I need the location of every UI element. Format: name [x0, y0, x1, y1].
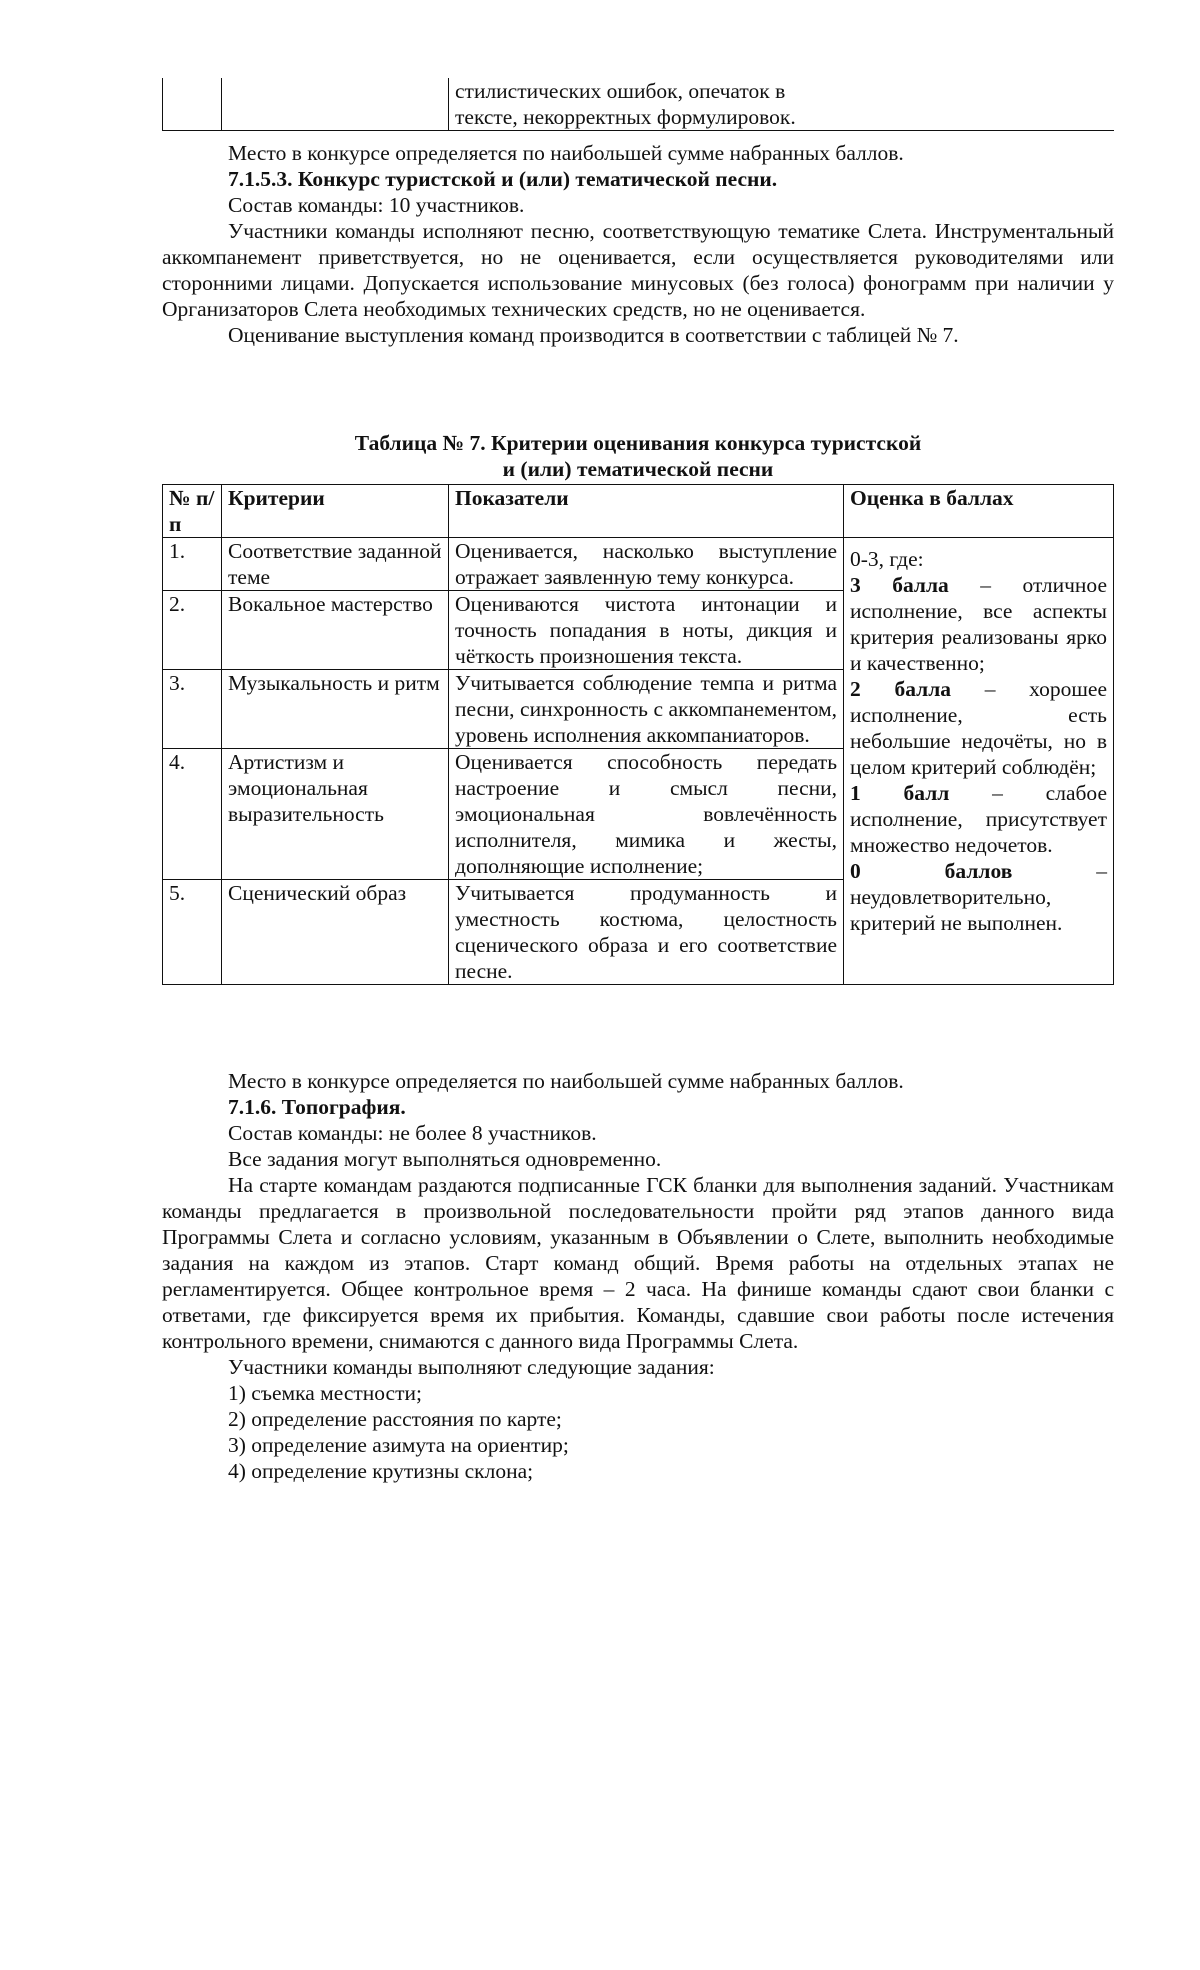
top-table-fragment	[162, 78, 1114, 131]
header-num: № п/п	[163, 485, 222, 538]
team-size: Состав команды: не более 8 участников.	[228, 1121, 597, 1145]
score-1-text: – слабое исполнение, присутствует множество недочетов.	[850, 781, 1107, 857]
row-num: 3.	[163, 670, 222, 749]
row-indicators: Оцениваются чистота интонации и точность попадания в ноты, дикция и чёткость произношения текста.	[449, 591, 844, 670]
table-title-line: Таблица № 7. Критерии оценивания конкурса туристской	[354, 431, 922, 455]
row-criteria: Артистизм и эмоциональная выразительность	[222, 749, 449, 880]
score-3-text: – отличное исполнение, все аспекты критерия реализованы ярко и качественно;	[850, 573, 1107, 675]
header-criteria: Критерии	[222, 485, 449, 538]
score-2-label: 2 балла	[850, 677, 952, 701]
row-criteria: Сценический образ	[222, 880, 449, 985]
row-indicators: Учитывается соблюдение темпа и ритма песни, синхронность с аккомпанементом, уровень исполнения аккомпаниаторов.	[449, 670, 844, 749]
section-paragraph: На старте командам раздаются подписанные ГСК бланки для выполнения заданий. Участникам команды предлагается в произвольной последовательности пройти ряд этапов данного вида Программы Слета и согласно условиям, указанным в Объявлении о Слете, выполнить необходимые задания на каждом из этапов. Старт команд общий. Время работы на отдельных этапах не регламентируется. Общее контрольное время – 2 часа. На финише команды сдают свои бланки с ответами, где фиксируется время их прибытия. Команды, сдавшие свои работы после истечения контрольного времени, снимаются с данного вида Программы Слета.	[162, 1173, 1114, 1353]
score-0	[850, 858, 1107, 936]
list-item: 4) определение крутизны склона;	[228, 1459, 534, 1483]
row-num: 2.	[163, 591, 222, 670]
section-paragraph: Участники команды исполняют песню, соответствующую тематике Слета. Инструментальный аккомпанемент приветствуется, но не оценивается, если осуществляется руководителями или сторонними лицами. Допускается использование минусовых (без голоса) фонограмм при наличии у Организаторов Слета необходимых технических средств, но не оценивается.	[162, 219, 1114, 321]
score-3-label: 3 балла	[850, 573, 949, 597]
top-table-cell-num	[163, 78, 222, 131]
list-item: 3) определение азимута на ориентир;	[228, 1433, 569, 1457]
criteria-table	[162, 484, 1114, 985]
team-size: Состав команды: 10 участников.	[228, 193, 525, 217]
row-indicators: Оценивается способность передать настроение и смысл песни, эмоциональная вовлечённость исполнителя, мимика и жесты, дополняющие исполнение;	[449, 749, 844, 880]
section-song	[162, 140, 1114, 348]
evaluation-note: Оценивание выступления команд производится в соответствии с таблицей № 7.	[228, 323, 959, 347]
list-item: 1) съемка местности;	[228, 1381, 422, 1405]
score-1-label: 1 балл	[850, 781, 950, 805]
score-intro: 0-3, где:	[850, 547, 924, 571]
row-num: 4.	[163, 749, 222, 880]
score-2-text: – хорошее исполнение, есть небольшие недочёты, но в целом критерий соблюдён;	[850, 677, 1107, 779]
place-note: Место в конкурсе определяется по наибольшей сумме набранных баллов.	[228, 1069, 904, 1093]
score-0-label: 0 баллов	[850, 859, 1013, 883]
list-item: 2) определение расстояния по карте;	[228, 1407, 562, 1431]
section-heading: 7.1.5.3. Конкурс туристской и (или) тематической песни.	[228, 167, 778, 191]
row-num: 1.	[163, 538, 222, 591]
simultaneous-note: Все задания могут выполняться одновременно.	[228, 1147, 662, 1171]
row-num: 5.	[163, 880, 222, 985]
score-2	[850, 676, 1107, 780]
table-7-title	[162, 430, 1114, 482]
table-title-line: и (или) тематической песни	[502, 457, 774, 481]
place-note: Место в конкурсе определяется по наибольшей сумме набранных баллов.	[228, 141, 904, 165]
top-table-line: стилистических ошибок, опечаток в	[455, 79, 786, 103]
score-1	[850, 780, 1107, 858]
top-table-cell-indicators	[449, 78, 1115, 131]
section-topography	[162, 1068, 1114, 1484]
row-criteria: Соответствие заданной теме	[222, 538, 449, 591]
row-criteria: Вокальное мастерство	[222, 591, 449, 670]
header-indicators: Показатели	[449, 485, 844, 538]
score-0-text: – неудовлетворительно, критерий не выполнен.	[850, 859, 1108, 935]
tasks-list	[162, 1380, 1114, 1484]
row-criteria: Музыкальность и ритм	[222, 670, 449, 749]
header-score: Оценка в баллах	[844, 485, 1114, 538]
section-heading: 7.1.6. Топография.	[228, 1095, 406, 1119]
top-table-cell-criteria	[222, 78, 449, 131]
score-3	[850, 572, 1107, 676]
row-indicators: Учитывается продуманность и уместность костюма, целостность сценического образа и его соответствие песне.	[449, 880, 844, 985]
tasks-intro: Участники команды выполняют следующие задания:	[228, 1355, 715, 1379]
score-cell	[844, 538, 1114, 985]
top-table-line: тексте, некорректных формулировок.	[455, 105, 796, 129]
row-indicators: Оценивается, насколько выступление отражает заявленную тему конкурса.	[449, 538, 844, 591]
